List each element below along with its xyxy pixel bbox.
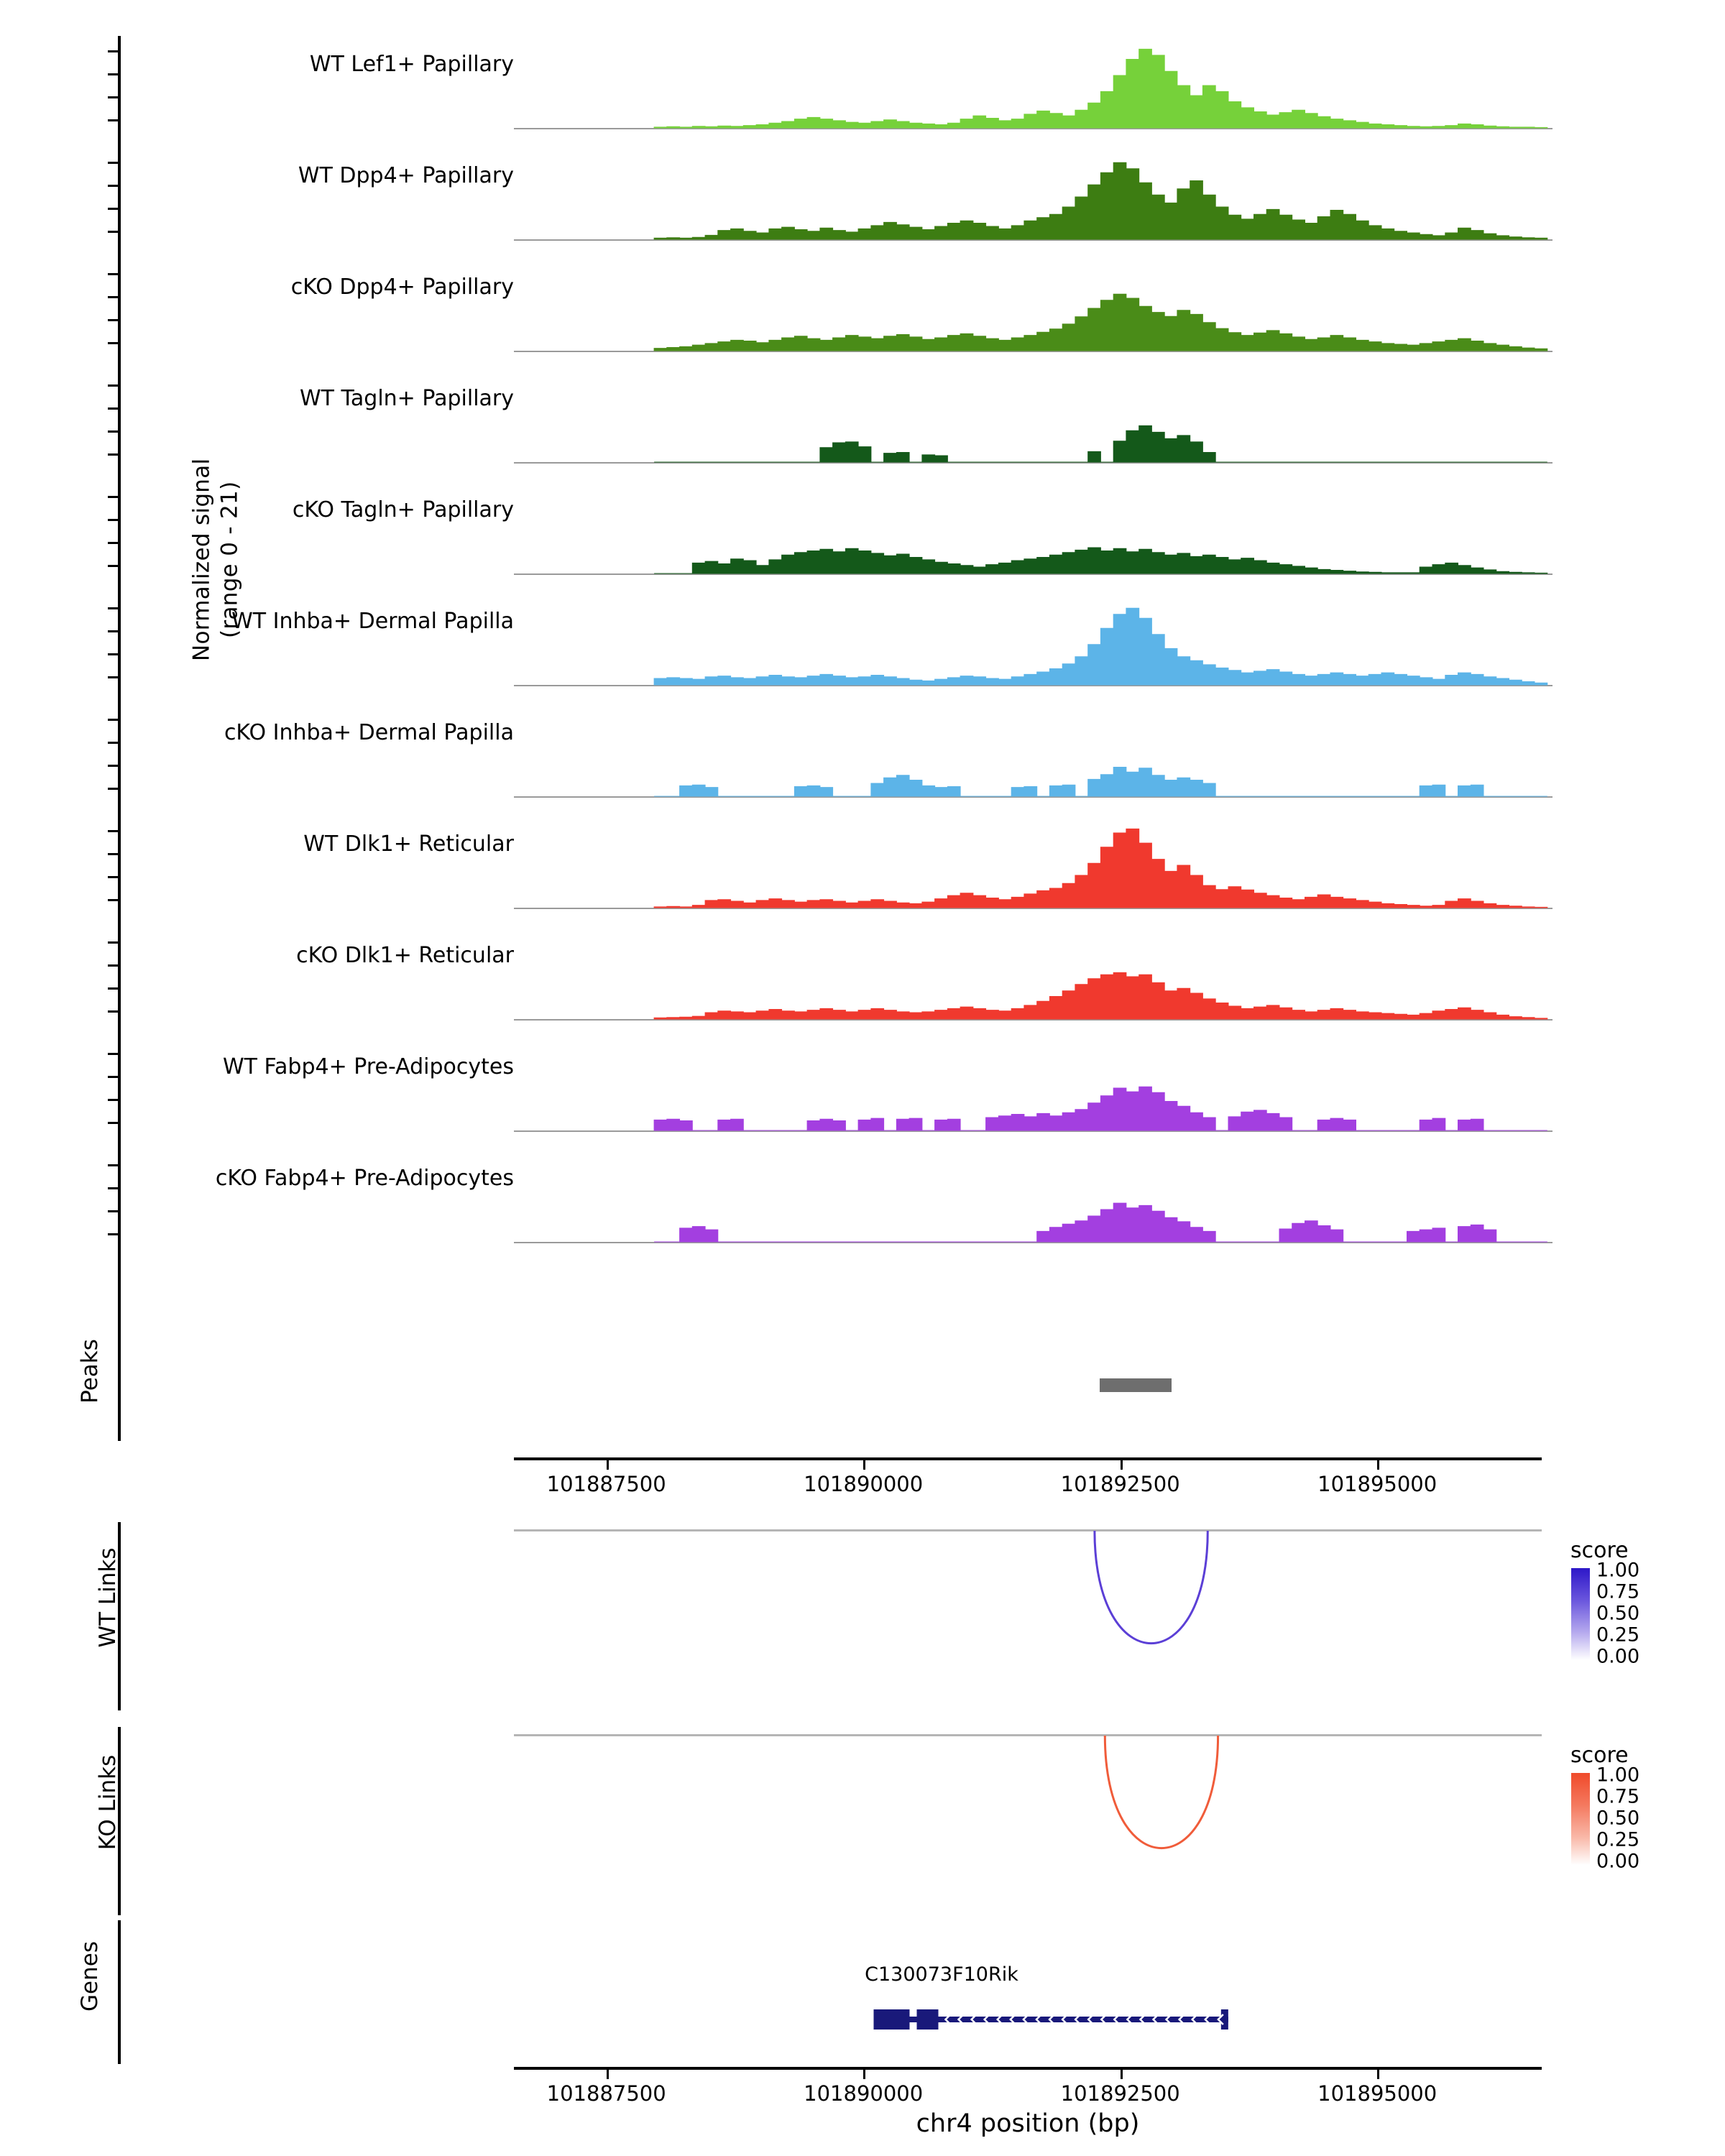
signal-axis-tick [108,384,119,387]
signal-track-label: WT Dpp4+ Papillary [298,163,514,188]
signal-track-label: WT Inhba+ Dermal Papilla [231,609,514,634]
legend-tick-label: 0.75 [1596,1785,1640,1808]
signal-axis-tick [108,319,119,321]
ko-links-panel-label: KO Links [95,1754,121,1851]
signal-track [122,593,1560,704]
axis-tick [607,1460,609,1470]
signal-axis-tick [108,1053,119,1055]
ko-links-panel [0,1721,1725,1922]
signal-axis-label-line1: Normalized signal [188,458,215,661]
wt-links-legend-title: score [1570,1538,1629,1563]
axis-line [514,1457,1542,1460]
signal-axis-tick [108,964,119,967]
peaks-axis-spine [118,1326,121,1441]
signal-track-plot [514,259,1552,370]
axis-tick [863,1460,865,1470]
signal-axis-tick [108,296,119,298]
signal-axis-tick [108,876,119,878]
signal-track-plot [514,1038,1552,1150]
signal-track-label: WT Fabp4+ Pre-Adipocytes [223,1054,514,1079]
axis-tick-label: 101892500 [1060,1472,1180,1496]
signal-axis-tick [108,185,119,187]
ko-links-legend-colorbar [1570,1772,1591,1866]
signal-track-plot [514,704,1552,816]
x-axis-label: chr4 position (bp) [916,2109,1140,2138]
axis-tick [607,2070,609,2079]
axis-tick-label: 101895000 [1317,1472,1438,1496]
legend-tick-label: 0.50 [1596,1807,1640,1830]
signal-axis-tick [108,208,119,210]
signal-track-plot [514,370,1552,482]
ko-links-legend [1570,1743,1725,1873]
signal-axis-tick [108,719,119,721]
genes-axis-spine [118,1920,121,2064]
signal-axis-tick [108,742,119,744]
signal-axis-tick [108,788,119,790]
signal-track [122,36,1560,147]
signal-track-label: cKO Inhba+ Dermal Papilla [224,720,514,745]
signal-track-plot [514,36,1552,147]
signal-track-label: WT Tagln+ Papillary [300,386,514,411]
wt-links-legend-colorbar [1570,1567,1591,1661]
signal-track-label: cKO Tagln+ Papillary [292,497,514,522]
peak-region-bar [1100,1378,1172,1392]
signal-axis-tick [108,453,119,456]
signal-axis-spine [118,36,121,1330]
wt-links-arcs [514,1516,1542,1718]
legend-tick-label: 1.00 [1596,1559,1640,1582]
peaks-panel-label: Peaks [77,1339,103,1404]
legend-tick-label: 1.00 [1596,1764,1640,1787]
axis-tick [1377,2070,1379,2079]
signal-track [122,1150,1560,1261]
signal-axis-tick [108,1099,119,1101]
legend-tick-label: 0.00 [1596,1645,1640,1668]
axis-tick-label: 101895000 [1317,2081,1438,2106]
signal-axis-tick [108,1164,119,1166]
signal-track-plot [514,593,1552,704]
ko-links-legend-body [1570,1764,1725,1873]
signal-track-plot [514,927,1552,1038]
signal-axis-tick [108,765,119,767]
signal-axis-tick [108,162,119,164]
signal-axis-tick [108,830,119,832]
gene-name-label: C130073F10Rik [865,1963,1018,1986]
legend-tick-label: 0.75 [1596,1580,1640,1603]
wt-links-legend-body [1570,1559,1725,1668]
wt-links-panel [0,1516,1725,1718]
axis-tick [1121,1460,1123,1470]
signal-track [122,482,1560,593]
signal-axis-tick [108,1233,119,1235]
signal-track [122,370,1560,482]
axis-tick [1121,2070,1123,2079]
signal-axis-tick [108,607,119,609]
signal-axis-tick [108,119,119,121]
coverage-tracks-panel [0,29,1725,1322]
signal-axis-tick [108,231,119,233]
signal-axis-tick [108,73,119,75]
legend-tick-label: 0.50 [1596,1602,1640,1625]
signal-track [122,1038,1560,1150]
axis-tick-label: 101887500 [546,1472,666,1496]
signal-axis-tick [108,653,119,655]
signal-axis-tick [108,519,119,521]
signal-track-label: cKO Dlk1+ Reticular [296,943,514,968]
wt-links-legend [1570,1538,1725,1668]
signal-axis-tick [108,96,119,98]
signal-axis-tick [108,987,119,990]
legend-tick-label: 0.25 [1596,1828,1640,1851]
signal-axis-tick [108,496,119,498]
signal-axis-tick [108,407,119,410]
axis-tick-label: 101890000 [804,2081,924,2106]
genes-panel-label: Genes [77,1941,103,2012]
signal-track [122,259,1560,370]
signal-track [122,147,1560,259]
ko-links-arcs [514,1721,1542,1922]
signal-track-label: cKO Dpp4+ Papillary [290,275,514,300]
signal-axis-tick [108,342,119,344]
axis-tick-label: 101890000 [804,1472,924,1496]
signal-axis-tick [108,1187,119,1189]
signal-axis-tick [108,853,119,855]
axis-tick-label: 101887500 [546,2081,666,2106]
signal-axis-label-line2: (range 0 - 21) [216,481,242,638]
signal-track [122,816,1560,927]
signal-track-label: cKO Fabp4+ Pre-Adipocytes [215,1166,514,1191]
signal-track-plot [514,482,1552,593]
signal-axis-tick [108,430,119,433]
gene-model [514,1998,1542,2041]
axis-line [514,2067,1542,2070]
signal-axis-tick [108,50,119,52]
signal-axis-tick [108,542,119,544]
ko-links-legend-title: score [1570,1743,1629,1768]
signal-axis-tick [108,1210,119,1212]
legend-tick-label: 0.25 [1596,1623,1640,1646]
signal-axis-tick [108,273,119,275]
axis-tick [1377,1460,1379,1470]
signal-axis-tick [108,630,119,632]
signal-axis-tick [108,1076,119,1078]
signal-axis-tick [108,1122,119,1124]
legend-tick-label: 0.00 [1596,1850,1640,1873]
signal-axis-tick [108,899,119,901]
signal-track-label: WT Lef1+ Papillary [309,52,514,77]
position-axis-top [0,1457,1725,1515]
signal-track-plot [514,147,1552,259]
signal-track [122,927,1560,1038]
signal-axis-tick [108,565,119,567]
wt-links-panel-label: WT Links [95,1547,121,1648]
signal-axis-tick [108,1010,119,1013]
peaks-panel [0,1326,1725,1455]
axis-tick-label: 101892500 [1060,2081,1180,2106]
signal-track-plot [514,816,1552,927]
signal-axis-tick [108,676,119,678]
signal-track-plot [514,1150,1552,1261]
signal-track-label: WT Dlk1+ Reticular [303,831,514,857]
signal-track [122,704,1560,816]
signal-axis-tick [108,941,119,944]
axis-tick [863,2070,865,2079]
